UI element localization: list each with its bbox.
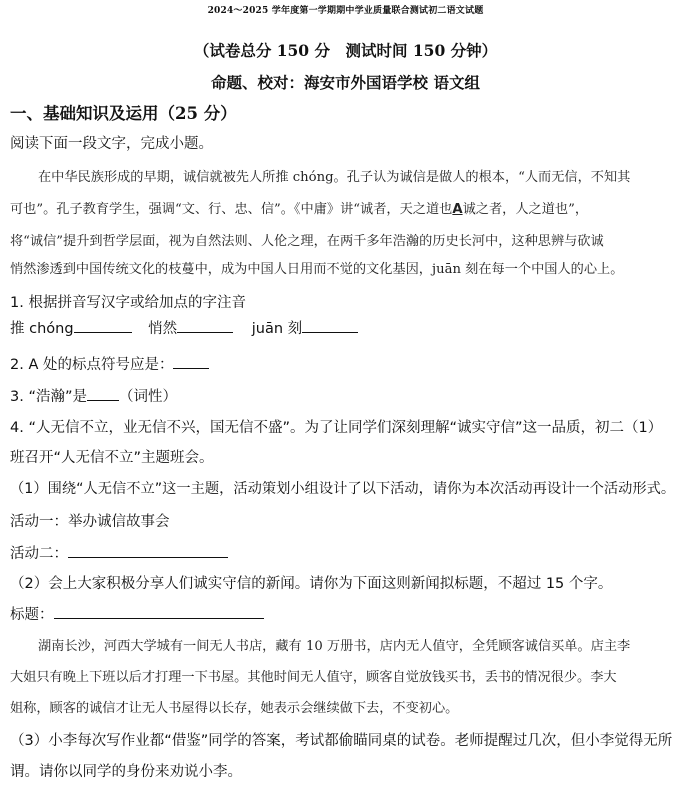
news-line-1: 湖南长沙，河西大学城有一间无人书店，藏有 10 万册书，店内无人值守，全凭顾客诚信买单。店主李 — [38, 639, 631, 654]
activity-2 — [10, 542, 228, 563]
mark-a: A — [452, 202, 463, 217]
question-1-blanks — [10, 317, 358, 338]
answer-blank-q3[interactable] — [87, 386, 119, 401]
question-4-3-line-2: 谓。请你以同学的身份来劝说小李。 — [10, 764, 242, 780]
exam-title: 2024～2025 学年度第一学期期中学业质量联合测试初二语文试题 — [207, 6, 484, 16]
q1-item-c: juān 刻 — [251, 321, 303, 337]
question-4-3-line-1: （3）小李每次写作业都“借鉴”同学的答案，考试都偷瞄同桌的试卷。老师提醒过几次，但小李觉得无所 — [10, 733, 673, 749]
passage-line-2b: 诚之者，人之道也”， — [462, 202, 589, 217]
question-4-line-1: 4. “人无信不立，业无信不兴，国无信不盛”。为了让同学们深刻理解“诚实守信”这一品质，初二（1） — [10, 420, 663, 436]
question-2-text: 2. A 处的标点符号应是： — [10, 357, 174, 373]
question-4-2: （2）会上大家积极分享人们诚实守信的新闻。请你为下面这则新闻拟标题，不超过 15 个字。 — [10, 576, 613, 592]
question-4-1: （1）围绕“人无信不立”这一主题，活动策划小组设计了以下活动，请你为本次活动再设计一个活动形式。 — [10, 481, 676, 497]
q1-item-a: 推 chóng — [10, 321, 74, 337]
answer-blank-q1b[interactable] — [177, 318, 233, 333]
activity-2-label: 活动二： — [10, 546, 68, 562]
activity-1: 活动一：举办诚信故事会 — [10, 514, 170, 530]
passage-line-4: 悄然渗透到中国传统文化的枝蔓中，成为中国人日用而不觉的文化基因，juān 刻在每一个中国人的心上。 — [10, 262, 624, 277]
passage-line-2a: 可也”。孔子教育学生，强调“文、行、忠、信”。《中庸》讲“诚者，天之道也 — [10, 202, 453, 217]
passage-line-1: 在中华民族形成的早期，诚信就被先人所推 chóng。孔子认为诚信是做人的根本，“人而无信，不知其 — [38, 170, 631, 185]
question-2 — [10, 353, 209, 374]
news-line-3: 姐称，顾客的诚信才让无人书屋得以长存，她表示会继续做下去，不变初心。 — [10, 701, 459, 716]
passage-line-2 — [10, 198, 588, 217]
news-line-2: 大姐只有晚上下班以后才打理一下书屋。其他时间无人值守，顾客自觉放钱买书，丢书的情况很少。李大 — [10, 670, 617, 685]
news-title-label: 标题： — [10, 607, 54, 623]
section-intro: 阅读下面一段文字，完成小题。 — [10, 136, 213, 152]
question-1: 1. 根据拼音写汉字或给加点的字注音 — [10, 295, 246, 311]
news-title-row — [10, 603, 264, 624]
passage-line-3: 将“诚信”提升到哲学层面，视为自然法则、人伦之理，在两千多年浩瀚的历史长河中，这种思辨与砍诚 — [10, 234, 604, 249]
answer-blank-activity-2[interactable] — [68, 543, 228, 558]
section-heading: 一、基础知识及运用（25 分） — [10, 104, 237, 123]
exam-subtitle: （试卷总分 150 分 测试时间 150 分钟） — [193, 41, 498, 60]
question-4-line-2: 班召开“人无信不立”主题班会。 — [10, 450, 214, 466]
question-3 — [10, 385, 177, 406]
q1-item-b: 悄然 — [148, 321, 178, 337]
question-3-text: 3. “浩瀚”是 — [10, 389, 87, 405]
answer-blank-q2[interactable] — [173, 354, 209, 369]
answer-blank-q1a[interactable] — [74, 318, 132, 333]
answer-blank-news-title[interactable] — [54, 604, 264, 619]
answer-blank-q1c[interactable] — [302, 318, 358, 333]
question-3-suffix: （词性） — [118, 389, 177, 405]
compiler-line: 命题、校对：海安市外国语学校 语文组 — [211, 73, 480, 92]
